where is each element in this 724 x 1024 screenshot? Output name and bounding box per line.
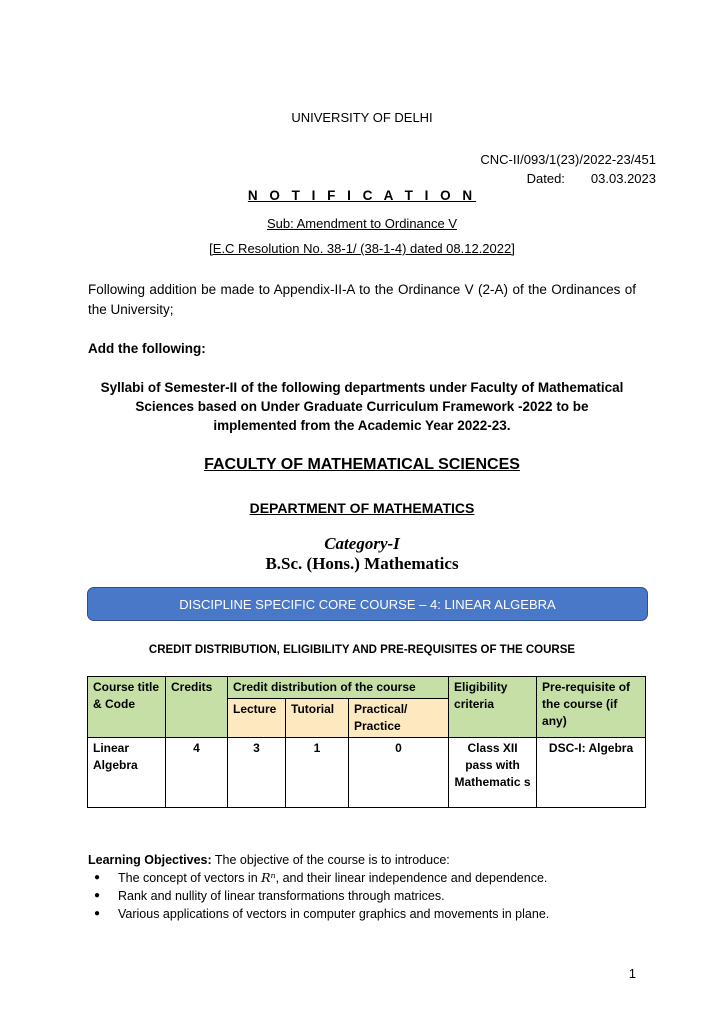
department-heading: DEPARTMENT OF MATHEMATICS xyxy=(249,500,475,516)
table-header-row xyxy=(88,677,646,699)
resolution-line: [E.C Resolution No. 38-1/ (38-1-4) dated 08.12.2022] xyxy=(209,241,515,256)
syllabi-line: implemented from the Academic Year 2022-23. xyxy=(213,418,511,433)
objective-text: The concept of vectors in xyxy=(118,871,262,885)
header-prerequisite: Pre-requisite of the course (if any) xyxy=(537,677,646,738)
dated-label: Dated: xyxy=(526,171,565,186)
add-following-heading: Add the following: xyxy=(88,341,206,356)
learning-objectives xyxy=(88,851,648,923)
header-lecture: Lecture xyxy=(228,699,286,738)
programme-heading: B.Sc. (Hons.) Mathematics xyxy=(265,554,459,573)
header-course-title: Course title & Code xyxy=(88,677,166,738)
cell-course: Linear Algebra xyxy=(88,738,166,808)
cell-practical: 0 xyxy=(349,738,449,808)
credit-distribution-title: CREDIT DISTRIBUTION, ELIGIBILITY AND PRE-REQUISITES OF THE COURSE xyxy=(148,644,576,656)
objective-text: , and their linear independence and dependence. xyxy=(275,871,548,885)
list-item: ● Various applications of vectors in computer graphics and movements in plane. xyxy=(108,905,648,923)
cell-eligibility: Class XII pass with Mathematic s xyxy=(449,738,537,808)
subject-line: Sub: Amendment to Ordinance V xyxy=(266,216,458,231)
syllabi-line: Syllabi of Semester-II of the following departments under Faculty of Mathematical xyxy=(100,380,624,395)
intro-paragraph: Following addition be made to Appendix-II-A to the Ordinance V (2-A) of the Ordinances of the University; xyxy=(88,282,636,317)
category-heading: Category-I xyxy=(324,534,400,553)
university-name: UNIVERSITY OF DELHI xyxy=(291,110,433,125)
page-number: 1 xyxy=(628,966,636,981)
notification-heading: N O T I F I C A T I O N xyxy=(247,188,477,203)
header-tutorial: Tutorial xyxy=(286,699,349,738)
objectives-label: Learning Objectives: xyxy=(88,853,212,867)
reference-block xyxy=(480,150,656,188)
cell-tutorial: 1 xyxy=(286,738,349,808)
syllabi-statement xyxy=(90,378,634,435)
syllabi-line: Sciences based on Under Graduate Curriculum Framework -2022 to be xyxy=(135,399,589,414)
objectives-list xyxy=(88,869,648,923)
objectives-intro-text: The objective of the course is to introduce: xyxy=(211,853,450,867)
cell-lecture: 3 xyxy=(228,738,286,808)
table-row xyxy=(88,738,646,808)
reference-number: CNC-II/093/1(23)/2022-23/451 xyxy=(480,152,656,167)
list-item: ● Rank and nullity of linear transformations through matrices. xyxy=(108,887,648,905)
list-item xyxy=(108,869,648,887)
header-credits: Credits xyxy=(166,677,228,738)
cell-prerequisite: DSC-I: Algebra xyxy=(537,738,646,808)
course-banner xyxy=(87,587,648,621)
header-credit-distribution: Credit distribution of the course xyxy=(228,677,449,699)
course-table xyxy=(87,676,646,808)
header-eligibility: Eligibility criteria xyxy=(449,677,537,738)
header-practical: Practical/ Practice xyxy=(349,699,449,738)
objectives-intro xyxy=(88,851,648,869)
faculty-heading: FACULTY OF MATHEMATICAL SCIENCES xyxy=(204,456,520,473)
math-symbol: Rⁿ xyxy=(261,870,276,885)
date-row xyxy=(480,169,656,188)
dated-value: 03.03.2023 xyxy=(590,171,656,186)
course-banner-title: DISCIPLINE SPECIFIC CORE COURSE – 4: LINEAR ALGEBRA xyxy=(179,596,556,612)
cell-credits: 4 xyxy=(166,738,228,808)
